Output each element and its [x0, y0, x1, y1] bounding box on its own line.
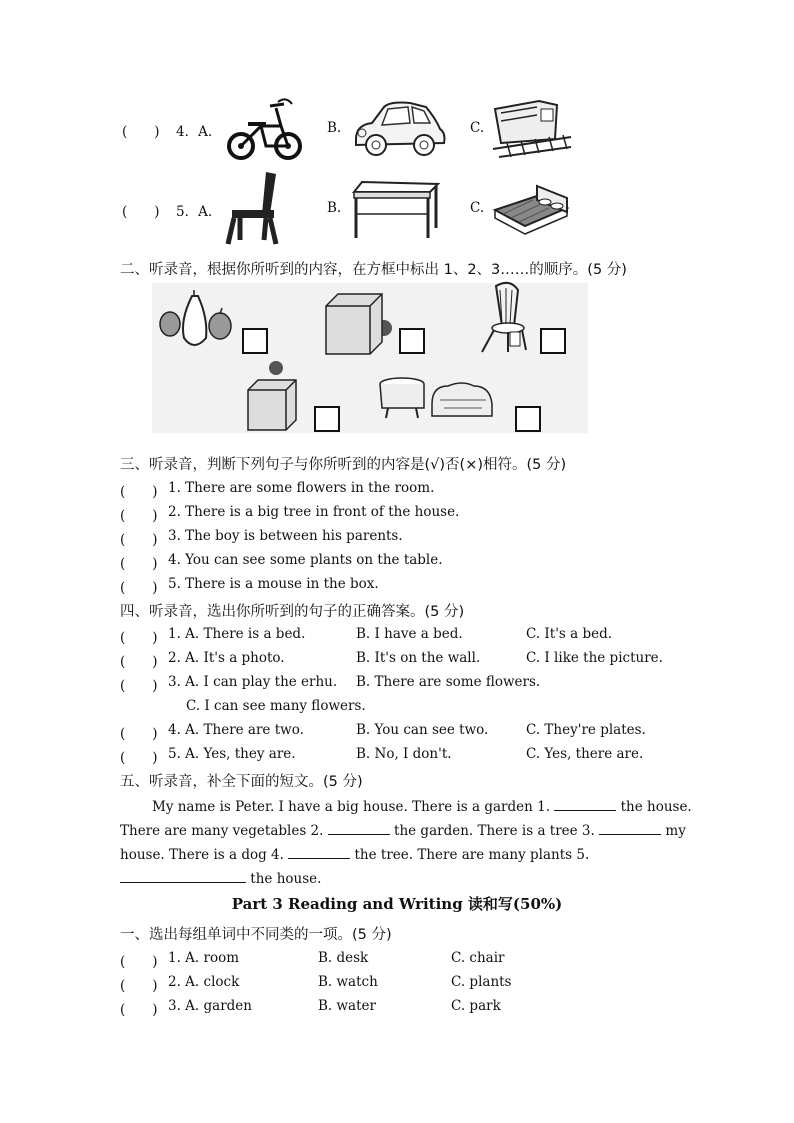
passage-line	[152, 796, 692, 815]
passage-line	[120, 844, 589, 863]
passage-text: There are many vegetables 2.	[120, 823, 324, 839]
question-number: 4．A.	[176, 124, 213, 140]
bicycle-image	[226, 96, 306, 164]
option-a: 2. A. It's a photo.	[168, 650, 285, 666]
option-c: C. chair	[451, 950, 505, 966]
answer-bracket[interactable]: ( )	[120, 580, 158, 596]
option-b: B. desk	[318, 950, 369, 966]
option-c-label: C.	[470, 120, 485, 136]
passage-text: the tree. There are many plants 5.	[354, 847, 590, 863]
blank-1[interactable]	[554, 796, 616, 811]
option-c: C. It's a bed.	[526, 626, 613, 642]
option-c: C. I like the picture.	[526, 650, 663, 666]
option-b: B. You can see two.	[356, 722, 489, 738]
option-c: C. Yes, there are.	[526, 746, 644, 762]
option-c: C. plants	[451, 974, 512, 990]
passage-text: my	[665, 823, 686, 839]
option-b: B. watch	[318, 974, 378, 990]
section-heading: 四、听录音，选出你所听到的句子的正确答案。(5 分)	[120, 604, 465, 620]
passage-line	[120, 868, 321, 887]
order-box-sofa-table[interactable]	[515, 406, 541, 432]
question-number: 5．A.	[176, 204, 213, 220]
answer-bracket[interactable]: ( )	[120, 556, 158, 572]
bed-image	[493, 180, 573, 238]
answer-bracket[interactable]: ( )	[120, 726, 158, 742]
passage-line	[120, 820, 686, 839]
option-b: B. There are some flowers.	[356, 674, 541, 690]
answer-bracket[interactable]: ( )	[122, 204, 160, 220]
blank-2[interactable]	[328, 820, 390, 835]
desk-image	[350, 178, 440, 240]
passage-text: the house.	[620, 799, 692, 815]
judge-sentence: 2. There is a big tree in front of the house.	[168, 504, 460, 520]
answer-bracket[interactable]: ( )	[120, 678, 158, 694]
answer-bracket[interactable]: ( )	[120, 954, 158, 970]
part-title: Part 3 Reading and Writing 读和写(50%)	[231, 895, 563, 913]
answer-bracket[interactable]: ( )	[120, 484, 158, 500]
option-c-label: C.	[470, 200, 485, 216]
section-heading: 二、听录音，根据你所听到的内容，在方框中标出 1、2、3……的顺序。(5 分)	[120, 262, 627, 278]
order-box-fruit[interactable]	[242, 328, 268, 354]
order-box-cube-ball[interactable]	[399, 328, 425, 354]
section-heading: 五、听录音，补全下面的短文。(5 分)	[120, 774, 363, 790]
answer-bracket[interactable]: ( )	[120, 1002, 158, 1018]
section-heading: 一、选出每组单词中不同类的一项。(5 分)	[120, 927, 392, 943]
fruit-image	[158, 290, 238, 352]
option-b: B. water	[318, 998, 376, 1014]
answer-bracket[interactable]: ( )	[120, 508, 158, 524]
passage-text: My name is Peter. I have a big house. There is a garden 1.	[152, 799, 550, 815]
judge-sentence: 3. The boy is between his parents.	[168, 528, 403, 544]
option-c: C. park	[451, 998, 501, 1014]
section-heading: 三、听录音，判断下列句子与你所听到的内容是(√)否(×)相符。(5 分)	[120, 457, 567, 473]
option-b-label: B.	[327, 120, 342, 136]
sofa-table-image	[378, 376, 498, 424]
option-b-label: B.	[327, 200, 342, 216]
blank-5[interactable]	[120, 868, 246, 883]
chair-image	[226, 170, 286, 246]
answer-bracket[interactable]: ( )	[120, 978, 158, 994]
option-a: 2. A. clock	[168, 974, 240, 990]
blank-4[interactable]	[288, 844, 350, 859]
answer-bracket[interactable]: ( )	[120, 630, 158, 646]
option-a: 3. A. garden	[168, 998, 252, 1014]
option-a: 5. A. Yes, they are.	[168, 746, 296, 762]
order-box-box-ball[interactable]	[314, 406, 340, 432]
option-b: B. I have a bed.	[356, 626, 463, 642]
passage-text: house. There is a dog 4.	[120, 847, 284, 863]
answer-bracket[interactable]: ( )	[120, 532, 158, 548]
option-a: 4. A. There are two.	[168, 722, 304, 738]
option-a: 3. A. I can play the erhu.	[168, 674, 338, 690]
passage-text: the house.	[250, 871, 322, 887]
option-a: 1. A. There is a bed.	[168, 626, 306, 642]
option-b: B. It's on the wall.	[356, 650, 481, 666]
order-box-chair[interactable]	[540, 328, 566, 354]
answer-bracket[interactable]: ( )	[122, 124, 160, 140]
passage-text: the garden. There is a tree 3.	[394, 823, 595, 839]
option-c: C. They're plates.	[526, 722, 646, 738]
option-a: 1. A. room	[168, 950, 240, 966]
cube-ball-image	[322, 292, 394, 358]
car-image	[350, 99, 448, 161]
answer-bracket[interactable]: ( )	[120, 654, 158, 670]
answer-bracket[interactable]: ( )	[120, 750, 158, 766]
option-b: B. No, I don't.	[356, 746, 452, 762]
option-c: C. I can see many flowers.	[186, 698, 366, 714]
judge-sentence: 5. There is a mouse in the box.	[168, 576, 379, 592]
judge-sentence: 1. There are some flowers in the room.	[168, 480, 435, 496]
train-image	[493, 99, 571, 159]
judge-sentence: 4. You can see some plants on the table.	[168, 552, 443, 568]
chair-image	[480, 282, 532, 354]
blank-3[interactable]	[599, 820, 661, 835]
box-ball-image	[244, 360, 300, 432]
